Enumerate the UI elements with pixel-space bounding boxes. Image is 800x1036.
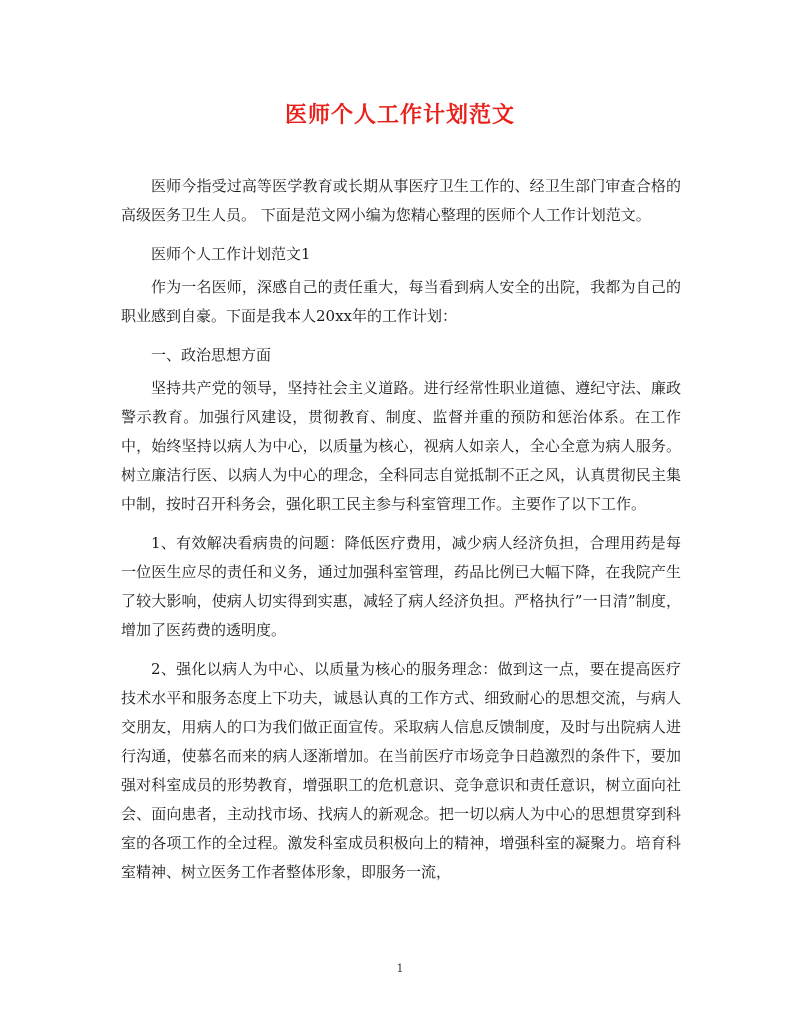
body-paragraph: 2、强化以病人为中心、以质量为核心的服务理念：做到这一点，要在提高医疗技术水平和服务态度上下功夫，诚恳认真的工作方式、细致耐心的思想交流，与病人交朋友，用病人的口为我们做正面宣传。采取病人信息反馈制度，及时与出院病人进行沟通，使慕名而来的病人逐渐增加。在当前医疗市场竞争日趋激烈的条件下，要加强对科室成员的形势教育，增强职工的危机意识、竞争意识和责任意识，树立面向社会、面向患者，主动找市场、找病人的新观念。把一切以病人为中心的思想贯穿到科室的各项工作的全过程。激发科室成员积极向上的精神，增强科室的凝聚力。培育科室精神、树立医务工作者整体形象，即服务一流， [121, 660, 681, 881]
body-paragraph: 1、有效解决看病贵的问题：降低医疗费用，减少病人经济负担，合理用药是每一位医生应尽的责任和义务，通过加强科室管理，药品比例已大幅下降，在我院产生了较大影响，使病人切实得到实惠，减轻了病人经济负担。严格执行”一日清”制度，增加了医药费的透明度。 [121, 534, 681, 639]
document-title: 医师个人工作计划范文 [284, 102, 515, 128]
document-body [121, 172, 681, 897]
intro-paragraph: 医师今指受过高等医学教育或长期从事医疗卫生工作的、经卫生部门审查合格的高级医务卫生人员。 下面是范文网小编为您精心整理的医师个人工作计划范文。 [121, 177, 681, 224]
subsection-heading: 一、政治思想方面 [151, 346, 272, 364]
body-paragraph: 作为一名医师，深感自己的责任重大，每当看到病人安全的出院，我都为自己的职业感到自豪。下面是我本人20xx年的工作计划： [121, 278, 681, 325]
section-heading: 医师个人工作计划范文1 [151, 245, 311, 263]
page-number: 1 [396, 962, 404, 975]
body-paragraph: 坚持共产党的领导，坚持社会主义道路。进行经常性职业道德、遵纪守法、廉政警示教育。加强行风建设，贯彻教育、制度、监督并重的预防和惩治体系。在工作中，始终坚持以病人为中心，以质量为核心，视病人如亲人，全心全意为病人服务。树立廉洁行医、以病人为中心的理念，全科同志自觉抵制不正之风，认真贯彻民主集中制，按时召开科务会，强化职工民主参与科室管理工作。主要作了以下工作。 [121, 379, 681, 513]
